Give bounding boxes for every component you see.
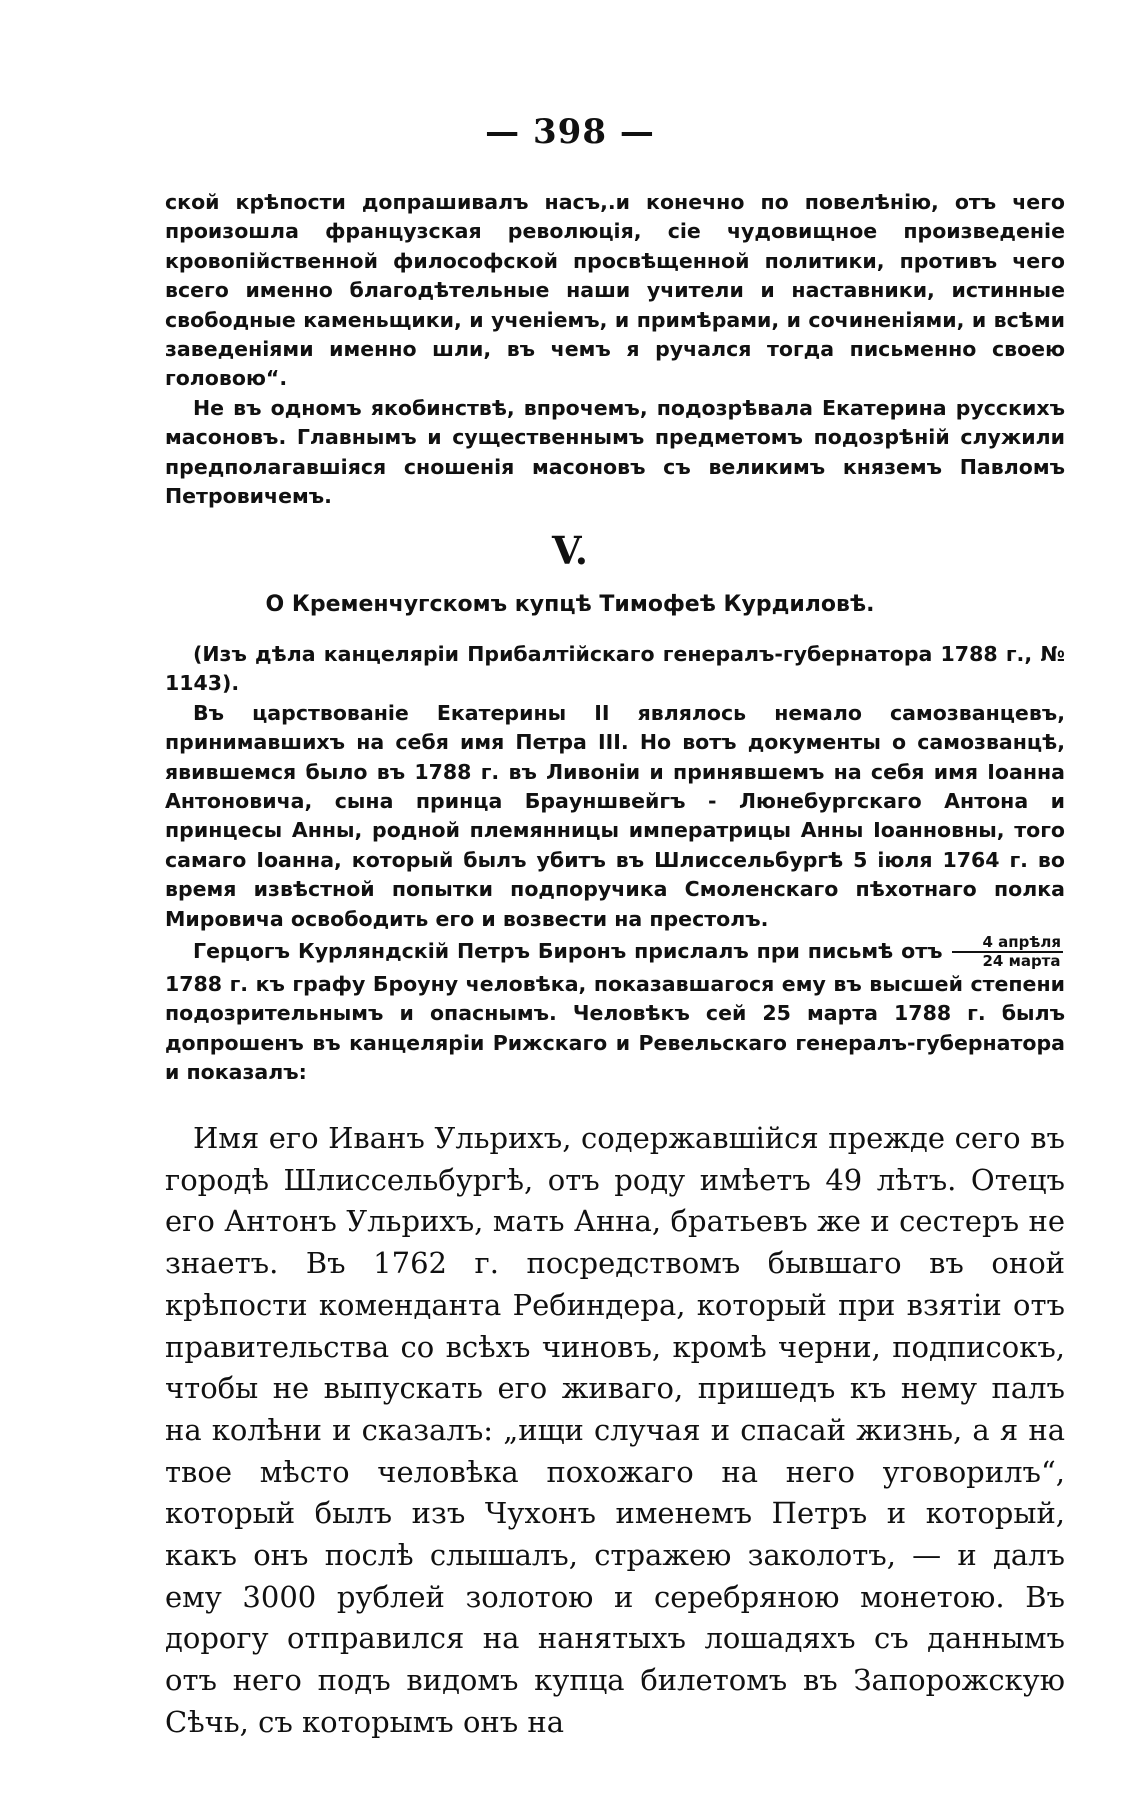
intro-text bbox=[165, 188, 1065, 511]
body-paragraph-2 bbox=[165, 934, 1065, 1088]
section-body bbox=[165, 640, 1065, 1088]
date-fraction-top: 4 апрѣля bbox=[952, 934, 1063, 953]
body-paragraph-1: Въ царствованіе Екатерины II являлось немало самозванцевъ, принимавшихъ на себя имя Петра III. Но вотъ документы о самозванцѣ, явившемся было въ 1788 г. въ Ливоніи и принявшемъ на себя имя Іоанна Антоновича, сына принца Брауншвейгъ - Люнебургскаго Антона и принцесы Анны, родной племянницы императрицы Анны Іоанновны, того самаго Іоанна, который былъ убитъ въ Шлиссельбургѣ 5 іюля 1764 г. во время извѣстной попытки подпоручика Смоленскаго пѣхотнаго полка Мировича освободить его и возвести на престолъ. bbox=[165, 700, 1065, 931]
source-note: (Изъ дѣла канцеляріи Прибалтійскаго генералъ-губернатора 1788 г., № 1143). bbox=[165, 642, 1065, 696]
date-fraction bbox=[952, 934, 1063, 970]
date-fraction-bottom: 24 марта bbox=[982, 952, 1061, 971]
paragraph-2-lead: Герцогъ Курляндскій Петръ Биронъ прислалъ при письмѣ отъ bbox=[193, 939, 943, 964]
intro-paragraph-1: ской крѣпости допрашивалъ насъ,.и конечно по повелѣнію, отъ чего произошла французская революція, сіе чудовищное произведеніе кровопійственной философской просвѣщенной политики, противъ чего всего именно благодѣтельные наши учители и наставники, истинные свободные каменьщики, и ученіемъ, и примѣрами, и сочиненіями, и всѣми заведеніями именно шли, въ чемъ я ручался тогда письменно своею головою“. bbox=[165, 190, 1065, 391]
paragraph-2-rest: 1788 г. къ графу Броуну человѣка, показавшагося ему въ высшей степени подозрительнымъ и опаснымъ. Человѣкъ сей 25 марта 1788 г. былъ допрошенъ въ канцеляріи Рижскаго и Ревельскаго генералъ-губернатора и показалъ: bbox=[165, 972, 1065, 1085]
intro-paragraph-2: Не въ одномъ якобинствѣ, впрочемъ, подозрѣвала Екатерина русскихъ масоновъ. Главнымъ и существеннымъ предметомъ подозрѣній служили предполагавшіяся сношенія масоновъ съ великимъ княземъ Павломъ Петровичемъ. bbox=[165, 395, 1065, 509]
testimony-paragraph: Имя его Иванъ Ульрихъ, содержавшійся прежде сего въ городѣ Шлиссельбургѣ, отъ роду имѣетъ 49 лѣтъ. Отецъ его Антонъ Ульрихъ, мать Анна, братьевъ же и сестеръ не знаетъ. Въ 1762 г. посредствомъ бывшаго въ оной крѣпости коменданта Ребиндера, который при взятіи отъ правительства со всѣхъ чиновъ, кромѣ черни, подписокъ, чтобы не выпускать его живаго, пришедъ къ нему палъ на колѣни и сказалъ: „ищи случая и спасай жизнь, а я на твое мѣсто человѣка похожаго на него уговорилъ“, который былъ изъ Чухонъ именемъ Петръ и который, какъ онъ послѣ слышалъ, стражею заколотъ, — и далъ ему 3000 рублей золотою и серебряною монетою. Въ дорогу отправился на нанятыхъ лошадяхъ съ даннымъ отъ него подъ видомъ купца билетомъ въ Запорожскую Сѣчь, съ которымъ онъ на bbox=[165, 1121, 1065, 1739]
testimony-text bbox=[165, 1118, 1065, 1744]
page-number: — 398 — bbox=[485, 112, 655, 152]
section-title: О Кременчугскомъ купцѣ Тимофеѣ Курдиловѣ. bbox=[265, 592, 875, 617]
section-numeral: V. bbox=[551, 528, 589, 573]
